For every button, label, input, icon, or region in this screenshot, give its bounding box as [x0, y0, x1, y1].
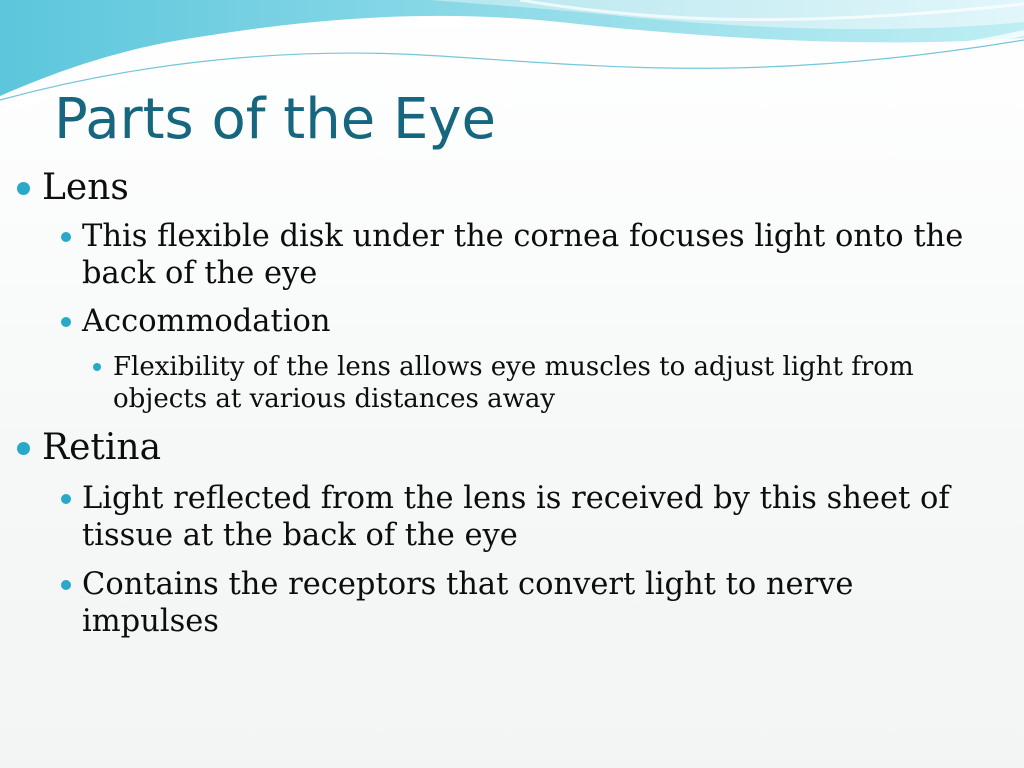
bullet-dot-icon	[61, 317, 71, 327]
bullet-text: This flexible disk under the cornea focuses light onto the back of the eye	[82, 219, 964, 291]
slide-title: Parts of the Eye	[54, 87, 496, 152]
bullet-dot-icon	[61, 494, 71, 504]
bullet-dot-icon	[93, 363, 101, 371]
bullet-text: Flexibility of the lens allows eye muscles to adjust light from objects at various distances away	[113, 352, 914, 414]
sub-bullet-receptors	[82, 566, 982, 640]
bullet-dot-icon	[61, 232, 71, 242]
sub-bullet-accommodation	[82, 303, 1002, 340]
bullet-text: Retina	[42, 427, 162, 468]
bullet-dot-icon	[17, 442, 30, 455]
sub-bullet-lens-description	[82, 218, 1002, 292]
bullet-dot-icon	[61, 580, 71, 590]
bullet-text: Lens	[42, 167, 129, 208]
bullet-lens	[42, 168, 129, 208]
sub-bullet-retina-description	[82, 480, 997, 554]
bullet-text: Accommodation	[82, 304, 331, 339]
bullet-retina	[42, 428, 161, 468]
bullet-dot-icon	[17, 182, 30, 195]
sub-sub-bullet-flexibility	[113, 351, 1003, 415]
bullet-text: Contains the receptors that convert light to nerve impulses	[82, 567, 854, 639]
bullet-text: Light reflected from the lens is received by this sheet of tissue at the back of the eye	[82, 481, 950, 553]
